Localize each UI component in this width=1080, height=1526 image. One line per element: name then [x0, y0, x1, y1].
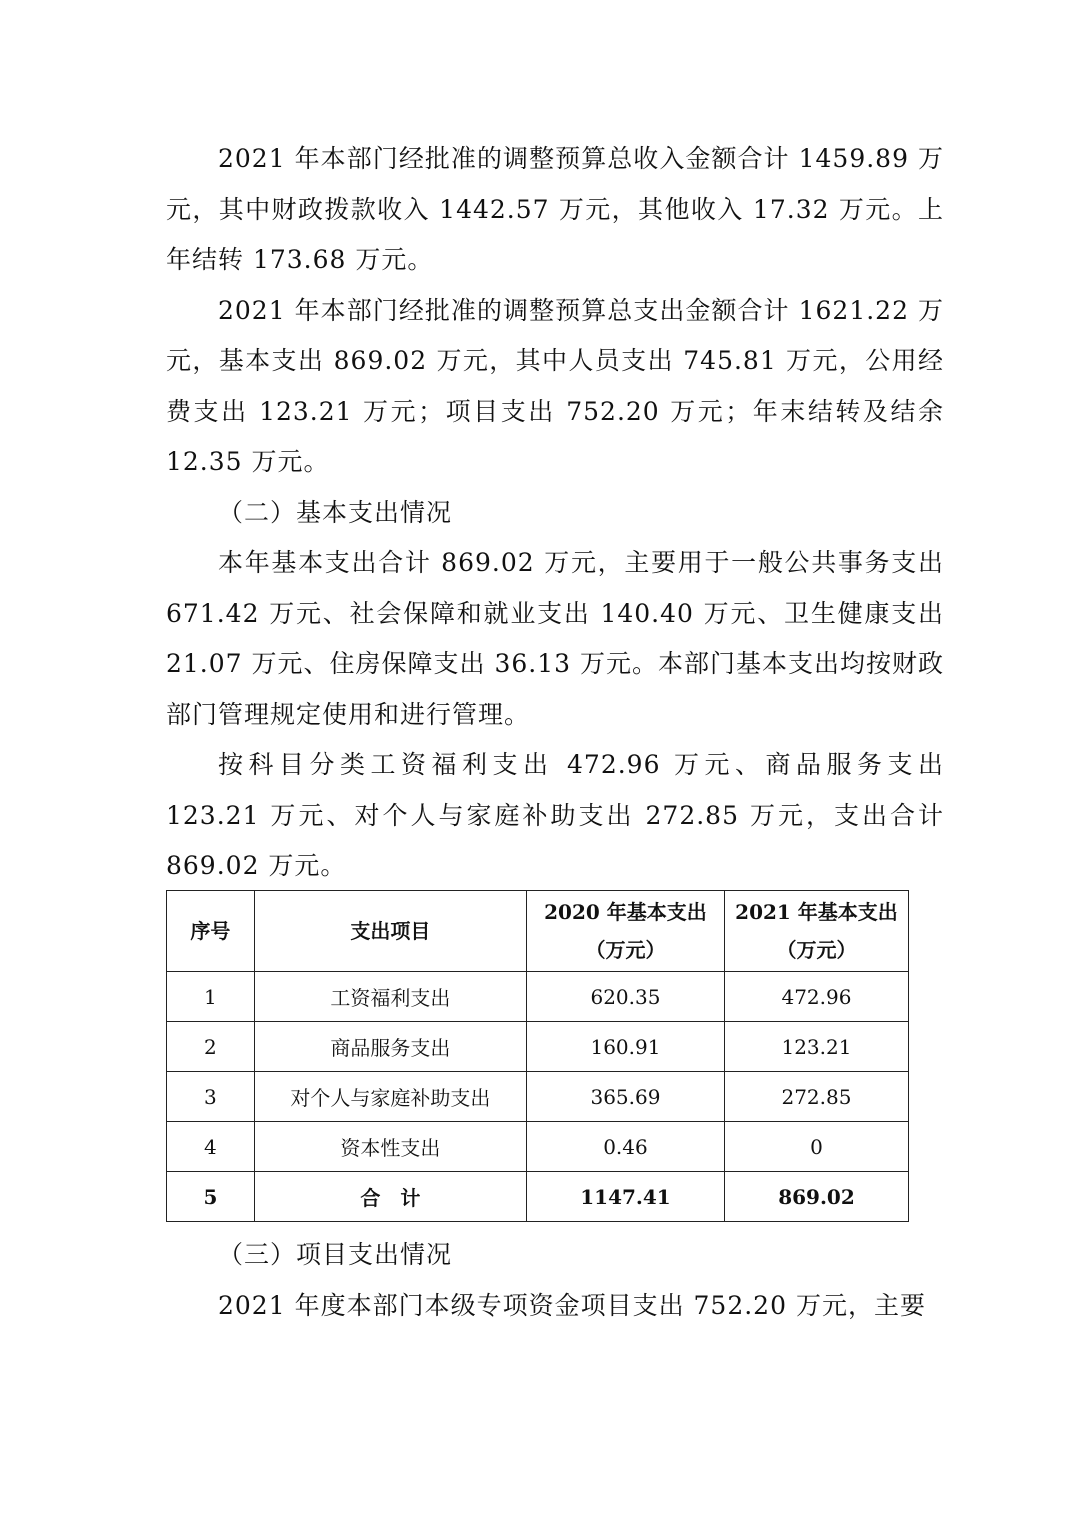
header-2021-unit: （万元）: [776, 938, 857, 962]
paragraph-revenue: 2021 年本部门经批准的调整预算总收入金额合计 1459.89 万元，其中财政拨款收入 1442.57 万元，其他收入 17.32 万元。上年结转 173.68 万元。: [166, 144, 944, 274]
header-2021-title: 2021 年基本支出: [735, 900, 898, 924]
cell-2021: 272.85: [724, 1072, 908, 1122]
table-total-row: [167, 1172, 909, 1222]
cell-2021: 123.21: [724, 1022, 908, 1072]
total-label: 合 计: [254, 1172, 526, 1222]
table-row: [167, 1122, 909, 1172]
header-2021: [724, 891, 908, 972]
cell-item: 工资福利支出: [254, 972, 526, 1022]
table-header-row: [167, 891, 909, 972]
header-2020-unit: （万元）: [585, 938, 666, 962]
paragraph-by-category: 按科目分类工资福利支出 472.96 万元、商品服务支出 123.21 万元、对个人与家庭补助支出 272.85 万元，支出合计 869.02 万元。: [166, 750, 944, 880]
cell-2020: 365.69: [526, 1072, 724, 1122]
table-row: [167, 1072, 909, 1122]
paragraph-basic-expenditure: 本年基本支出合计 869.02 万元，主要用于一般公共事务支出 671.42 万元、社会保障和就业支出 140.40 万元、卫生健康支出 21.07 万元、住房保障支出 36.13 万元。本部门基本支出均按财政部门管理规定使用和进行管理。: [166, 548, 944, 729]
document-continuation: [166, 1230, 944, 1331]
total-2020: 1147.41: [526, 1172, 724, 1222]
cell-2020: 160.91: [526, 1022, 724, 1072]
cell-item: 资本性支出: [254, 1122, 526, 1172]
table-row: [167, 1022, 909, 1072]
paragraph-expenditure: 2021 年本部门经批准的调整预算总支出金额合计 1621.22 万元，基本支出 869.02 万元，其中人员支出 745.81 万元，公用经费支出 123.21 万元；项目支出 752.20 万元；年末结转及结余 12.35 万元。: [166, 295, 944, 476]
cell-2020: 620.35: [526, 972, 724, 1022]
header-2020: [526, 891, 724, 972]
cell-2020: 0.46: [526, 1122, 724, 1172]
cell-index: 3: [167, 1072, 255, 1122]
total-2021: 869.02: [724, 1172, 908, 1222]
cell-item: 对个人与家庭补助支出: [254, 1072, 526, 1122]
cell-item: 商品服务支出: [254, 1022, 526, 1072]
total-index: 5: [167, 1172, 255, 1222]
header-index: 序号: [167, 891, 255, 972]
cell-2021: 0: [724, 1122, 908, 1172]
cell-2021: 472.96: [724, 972, 908, 1022]
basic-expenditure-table: [166, 890, 909, 1222]
header-2020-title: 2020 年基本支出: [544, 900, 707, 924]
section-heading-project-expenditure: （三）项目支出情况: [218, 1240, 453, 1269]
cell-index: 1: [167, 972, 255, 1022]
table-row: [167, 972, 909, 1022]
cell-index: 4: [167, 1122, 255, 1172]
header-item: 支出项目: [254, 891, 526, 972]
section-heading-basic-expenditure: （二）基本支出情况: [218, 497, 453, 527]
paragraph-project-expenditure: 2021 年度本部门本级专项资金项目支出 752.20 万元，主要: [218, 1290, 926, 1320]
cell-index: 2: [167, 1022, 255, 1072]
document-body: [166, 134, 944, 892]
